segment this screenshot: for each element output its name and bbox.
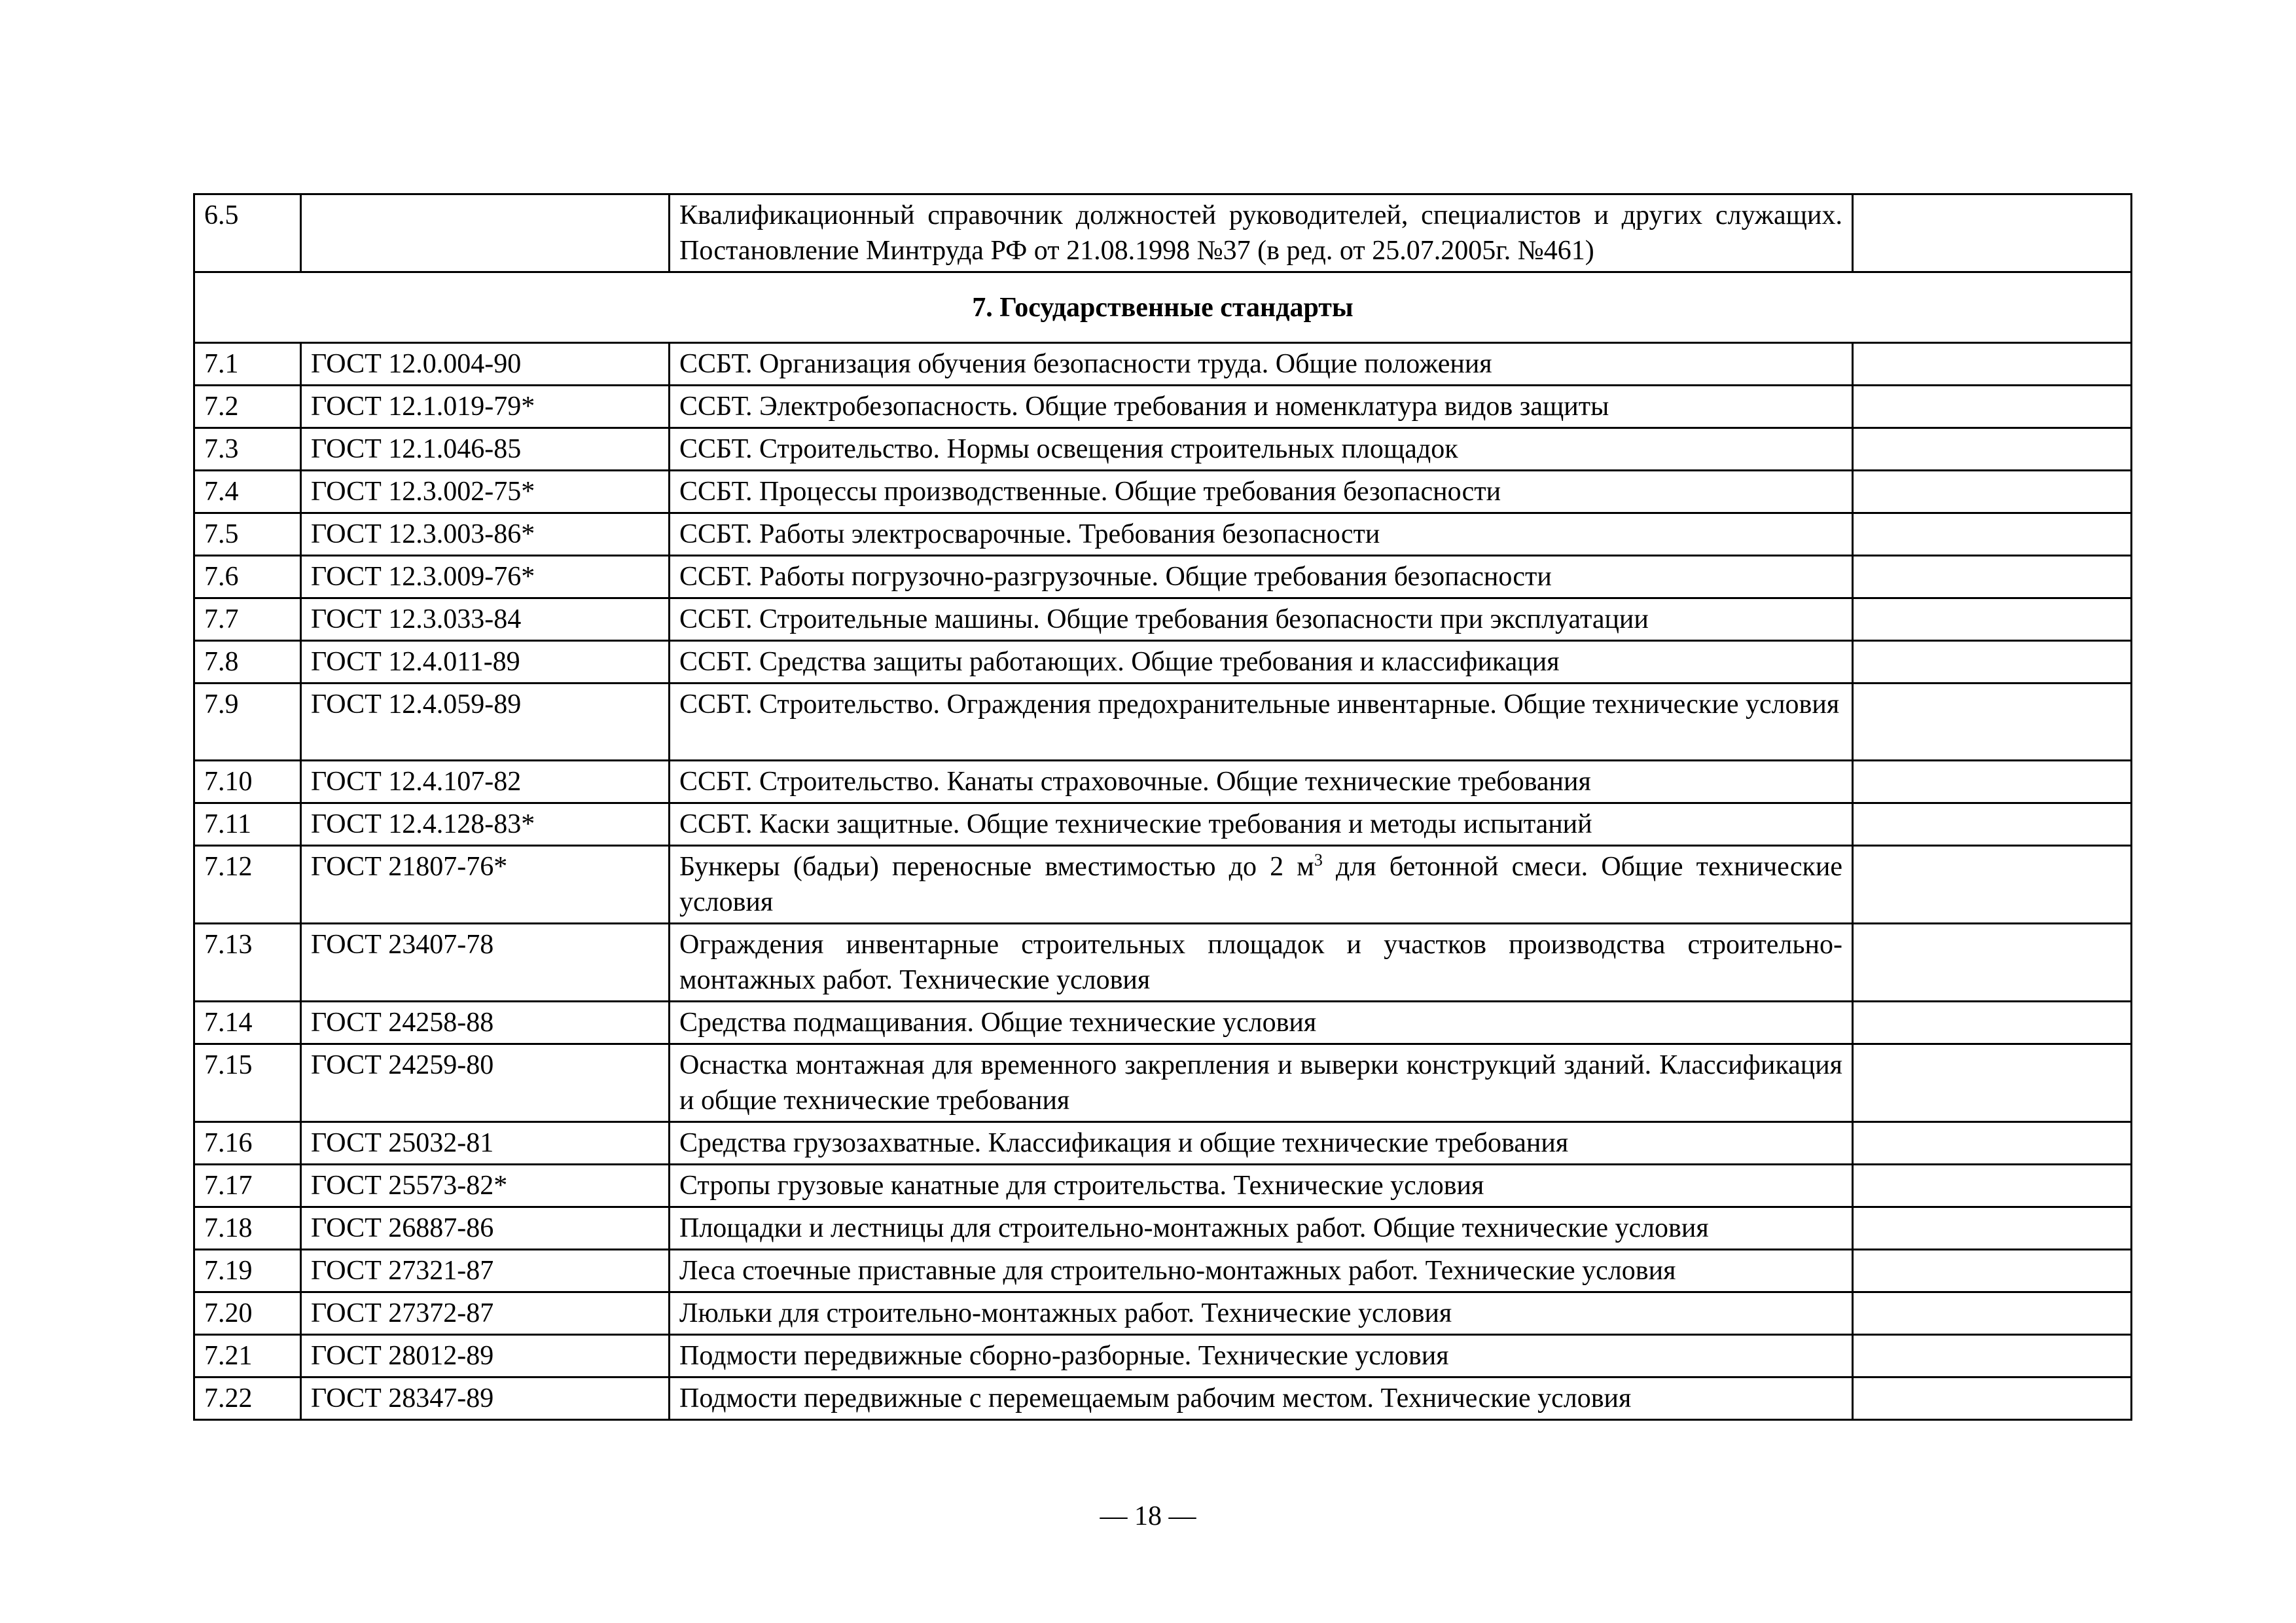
document-code: ГОСТ 26887-86	[301, 1207, 670, 1250]
table-row	[194, 1335, 2132, 1377]
document-title: Подмости передвижные с перемещаемым рабочим местом. Технические условия	[670, 1377, 1853, 1420]
document-code: ГОСТ 21807-76*	[301, 846, 670, 924]
row-number: 7.9	[194, 684, 301, 761]
table-row	[194, 1207, 2132, 1250]
document-title: Площадки и лестницы для строительно-монтажных работ. Общие технические условия	[670, 1207, 1853, 1250]
document-code: ГОСТ 27372-87	[301, 1292, 670, 1335]
table-row	[194, 386, 2132, 428]
document-code: ГОСТ 12.4.128-83*	[301, 803, 670, 846]
document-code: ГОСТ 24259-80	[301, 1044, 670, 1122]
table-row	[194, 343, 2132, 386]
row-number: 7.5	[194, 513, 301, 556]
note-cell	[1853, 641, 2132, 684]
note-cell	[1853, 846, 2132, 924]
document-code: ГОСТ 12.4.107-82	[301, 761, 670, 803]
document-code	[301, 194, 670, 272]
table-row	[194, 598, 2132, 641]
document-code: ГОСТ 28012-89	[301, 1335, 670, 1377]
note-cell	[1853, 556, 2132, 598]
note-cell	[1853, 684, 2132, 761]
note-cell	[1853, 598, 2132, 641]
standards-table-body	[194, 194, 2132, 1420]
note-cell	[1853, 1335, 2132, 1377]
document-title: ССБТ. Каски защитные. Общие технические требования и методы испытаний	[670, 803, 1853, 846]
row-number: 7.10	[194, 761, 301, 803]
table-row	[194, 1122, 2132, 1165]
row-number: 7.1	[194, 343, 301, 386]
note-cell	[1853, 1122, 2132, 1165]
row-number: 7.18	[194, 1207, 301, 1250]
document-code: ГОСТ 12.3.003-86*	[301, 513, 670, 556]
document-code: ГОСТ 25573-82*	[301, 1165, 670, 1207]
note-cell	[1853, 803, 2132, 846]
document-title-text: для бетонной смеси. Общие технические условия	[679, 852, 1842, 917]
note-cell	[1853, 386, 2132, 428]
document-title: ССБТ. Электробезопасность. Общие требования и номенклатура видов защиты	[670, 386, 1853, 428]
document-title: Квалификационный справочник должностей руководителей, специалистов и других служащих. Постановление Минтруда РФ от 21.08.1998 №37 (в ред. от 25.07.2005г. №461)	[670, 194, 1853, 272]
note-cell	[1853, 761, 2132, 803]
document-code: ГОСТ 12.4.011-89	[301, 641, 670, 684]
document-title-text: Бункеры (бадьи) переносные вместимостью до 2 м	[679, 852, 1314, 882]
document-code: ГОСТ 27321-87	[301, 1250, 670, 1292]
document-code: ГОСТ 24258-88	[301, 1002, 670, 1044]
row-number: 7.14	[194, 1002, 301, 1044]
page-number: — 18 —	[1100, 1501, 1196, 1531]
document-title: Стропы грузовые канатные для строительства. Технические условия	[670, 1165, 1853, 1207]
row-number: 7.2	[194, 386, 301, 428]
document-title: Люльки для строительно-монтажных работ. Технические условия	[670, 1292, 1853, 1335]
note-cell	[1853, 1292, 2132, 1335]
row-number: 7.3	[194, 428, 301, 471]
note-cell	[1853, 343, 2132, 386]
document-title: Средства грузозахватные. Классификация и общие технические требования	[670, 1122, 1853, 1165]
table-row	[194, 471, 2132, 513]
unit-superscript: 3	[1314, 850, 1323, 869]
note-cell	[1853, 1044, 2132, 1122]
document-title: Подмости передвижные сборно-разборные. Технические условия	[670, 1335, 1853, 1377]
table-row	[194, 513, 2132, 556]
table-row	[194, 1044, 2132, 1122]
table-row	[194, 1292, 2132, 1335]
row-number: 7.22	[194, 1377, 301, 1420]
row-number: 7.21	[194, 1335, 301, 1377]
document-title: ССБТ. Строительство. Нормы освещения строительных площадок	[670, 428, 1853, 471]
document-code: ГОСТ 12.3.009-76*	[301, 556, 670, 598]
note-cell	[1853, 428, 2132, 471]
row-number: 7.8	[194, 641, 301, 684]
table-row	[194, 1377, 2132, 1420]
table-row	[194, 846, 2132, 924]
row-number: 7.13	[194, 924, 301, 1002]
table-row	[194, 761, 2132, 803]
document-title: ССБТ. Организация обучения безопасности труда. Общие положения	[670, 343, 1853, 386]
document-code: ГОСТ 12.3.002-75*	[301, 471, 670, 513]
table-row	[194, 803, 2132, 846]
row-number: 7.19	[194, 1250, 301, 1292]
standards-table	[193, 193, 2132, 1421]
table-row	[194, 1165, 2132, 1207]
document-title: Средства подмащивания. Общие технические условия	[670, 1002, 1853, 1044]
document-code: ГОСТ 25032-81	[301, 1122, 670, 1165]
document-title: Ограждения инвентарные строительных площадок и участков производства строительно-монтажных работ. Технические условия	[670, 924, 1853, 1002]
row-number: 6.5	[194, 194, 301, 272]
document-title: ССБТ. Процессы производственные. Общие требования безопасности	[670, 471, 1853, 513]
row-number: 7.15	[194, 1044, 301, 1122]
table-row	[194, 1002, 2132, 1044]
section-heading: 7. Государственные стандарты	[194, 272, 2132, 343]
row-number: 7.6	[194, 556, 301, 598]
row-number: 7.7	[194, 598, 301, 641]
note-cell	[1853, 924, 2132, 1002]
document-code: ГОСТ 12.4.059-89	[301, 684, 670, 761]
table-row	[194, 194, 2132, 272]
table-row	[194, 684, 2132, 761]
document-title: ССБТ. Работы электросварочные. Требования безопасности	[670, 513, 1853, 556]
document-title: Оснастка монтажная для временного закрепления и выверки конструкций зданий. Классификация и общие технические требования	[670, 1044, 1853, 1122]
note-cell	[1853, 471, 2132, 513]
document-title: ССБТ. Строительные машины. Общие требования безопасности при эксплуатации	[670, 598, 1853, 641]
row-number: 7.16	[194, 1122, 301, 1165]
table-row	[194, 556, 2132, 598]
table-row	[194, 1250, 2132, 1292]
table-row	[194, 428, 2132, 471]
note-cell	[1853, 513, 2132, 556]
document-title: ССБТ. Строительство. Канаты страховочные. Общие технические требования	[670, 761, 1853, 803]
document-title: ССБТ. Работы погрузочно-разгрузочные. Общие требования безопасности	[670, 556, 1853, 598]
row-number: 7.11	[194, 803, 301, 846]
document-code: ГОСТ 12.0.004-90	[301, 343, 670, 386]
section-heading-row	[194, 272, 2132, 343]
note-cell	[1853, 194, 2132, 272]
note-cell	[1853, 1250, 2132, 1292]
note-cell	[1853, 1002, 2132, 1044]
document-code: ГОСТ 12.3.033-84	[301, 598, 670, 641]
table-row	[194, 641, 2132, 684]
row-number: 7.17	[194, 1165, 301, 1207]
document-title: Леса стоечные приставные для строительно-монтажных работ. Технические условия	[670, 1250, 1853, 1292]
document-title: ССБТ. Средства защиты работающих. Общие требования и классификация	[670, 641, 1853, 684]
document-code: ГОСТ 28347-89	[301, 1377, 670, 1420]
note-cell	[1853, 1165, 2132, 1207]
document-code: ГОСТ 12.1.046-85	[301, 428, 670, 471]
row-number: 7.12	[194, 846, 301, 924]
row-number: 7.20	[194, 1292, 301, 1335]
table-row	[194, 924, 2132, 1002]
document-title: ССБТ. Строительство. Ограждения предохранительные инвентарные. Общие технические условия	[670, 684, 1853, 761]
document-code: ГОСТ 12.1.019-79*	[301, 386, 670, 428]
note-cell	[1853, 1207, 2132, 1250]
document-title	[670, 846, 1853, 924]
document-code: ГОСТ 23407-78	[301, 924, 670, 1002]
note-cell	[1853, 1377, 2132, 1420]
row-number: 7.4	[194, 471, 301, 513]
